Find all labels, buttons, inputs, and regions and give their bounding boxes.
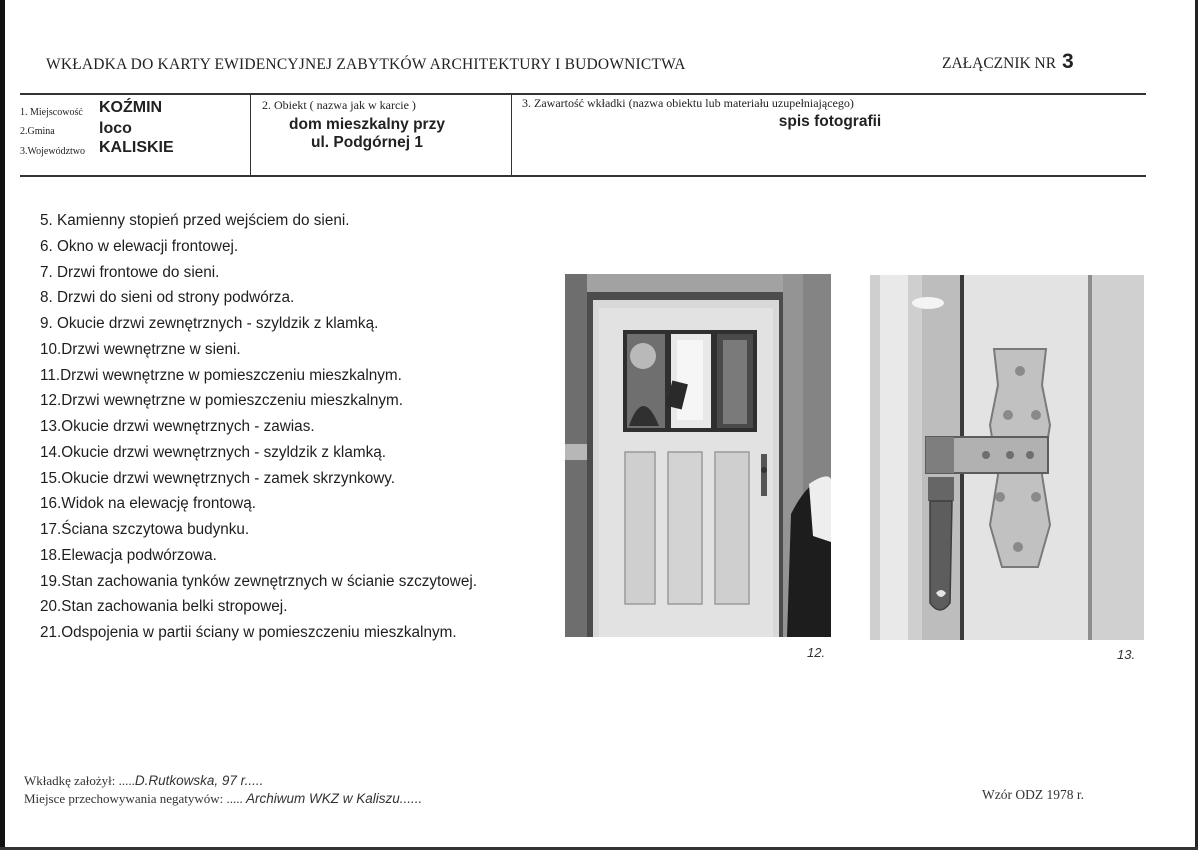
footer-storage-label: Miejsce przechowywania negatywów: ..... [24, 791, 243, 806]
list-item: 5. Kamienny stopień przed wejściem do sieni. [40, 212, 350, 229]
object-value [262, 116, 472, 152]
table-top-rule [20, 93, 1146, 95]
object-value-line1: dom mieszkalny przy [289, 116, 445, 133]
footer-created-value: D.Rutkowska, 97 r..... [134, 773, 264, 788]
template-version: Wzór ODZ 1978 r. [982, 787, 1084, 802]
attachment-number [942, 50, 1074, 74]
photo-list [40, 208, 477, 646]
table-divider-2 [511, 95, 512, 175]
list-item: 9. Okucie drzwi zewnętrznych - szyldzik z klamką. [40, 315, 379, 332]
contents-value: spis fotografii [778, 113, 882, 130]
table-bottom-rule [20, 175, 1146, 177]
list-item: 7. Drzwi frontowe do sieni. [40, 263, 220, 281]
photo-hinge-caption: 13. [1117, 647, 1136, 662]
photo-door-caption: 12. [807, 645, 826, 660]
object-value-line2: ul. Podgórnej 1 [311, 134, 423, 151]
attachment-number-value: 3 [1061, 50, 1074, 73]
list-item: 6. Okno w elewacji frontowej. [40, 237, 239, 255]
list-item: 13.Okucie drzwi wewnętrznych - zawias. [40, 418, 315, 435]
form-title: WKŁADKA DO KARTY EWIDENCYJNEJ ZABYTKÓW ARCHITEKTURY I BUDOWNICTWA [46, 56, 686, 73]
list-item: 16.Widok na elewację frontową. [40, 495, 256, 513]
locality-label: 1. Miejscowość [20, 107, 83, 118]
list-item: 19.Stan zachowania tynków zewnętrznych w ścianie szczytowej. [40, 572, 478, 590]
table-divider-1 [250, 95, 251, 175]
photo-hinge [870, 275, 1144, 640]
photo-door [565, 274, 831, 637]
list-item: 20.Stan zachowania belki stropowej. [40, 598, 288, 616]
list-item: 12.Drzwi wewnętrzne w pomieszczeniu mieszkalnym. [40, 392, 403, 410]
list-item: 8. Drzwi do sieni od strony podwórza. [40, 289, 295, 307]
scan-edge-left [0, 0, 5, 850]
list-item: 15.Okucie drzwi wewnętrznych - zamek skrzynkowy. [40, 469, 396, 487]
commune-value: loco [99, 120, 132, 137]
list-item: 11.Drzwi wewnętrzne w pomieszczeniu mieszkalnym. [40, 366, 402, 384]
list-item: 14.Okucie drzwi wewnętrznych - szyldzik z klamką. [40, 443, 386, 461]
list-item: 18.Elewacja podwórzowa. [40, 546, 217, 564]
voivodeship-label: 3.Województwo [20, 146, 86, 157]
footer-created-label: Wkładkę założył: ..... [24, 773, 135, 788]
commune-label: 2.Gmina [20, 126, 55, 137]
attachment-label: ZAŁĄCZNIK NR [942, 55, 1057, 72]
list-item: 17.Ściana szczytowa budynku. [40, 521, 250, 538]
object-label: 2. Obiekt ( nazwa jak w karcie ) [262, 98, 416, 112]
footer-storage-value: Archiwum WKZ w Kaliszu...... [246, 791, 423, 806]
locality-value: KOŹMIN [99, 99, 163, 116]
footer-created [24, 773, 263, 789]
footer-storage [24, 791, 422, 807]
contents-label: 3. Zawartość wkładki (nazwa obiektu lub materiału uzupełniającego) [522, 96, 854, 110]
list-item: 21.Odspojenia w partii ściany w pomieszczeniu mieszkalnym. [40, 624, 457, 641]
list-item: 10.Drzwi wewnętrzne w sieni. [40, 340, 241, 358]
voivodeship-value: KALISKIE [99, 139, 174, 156]
